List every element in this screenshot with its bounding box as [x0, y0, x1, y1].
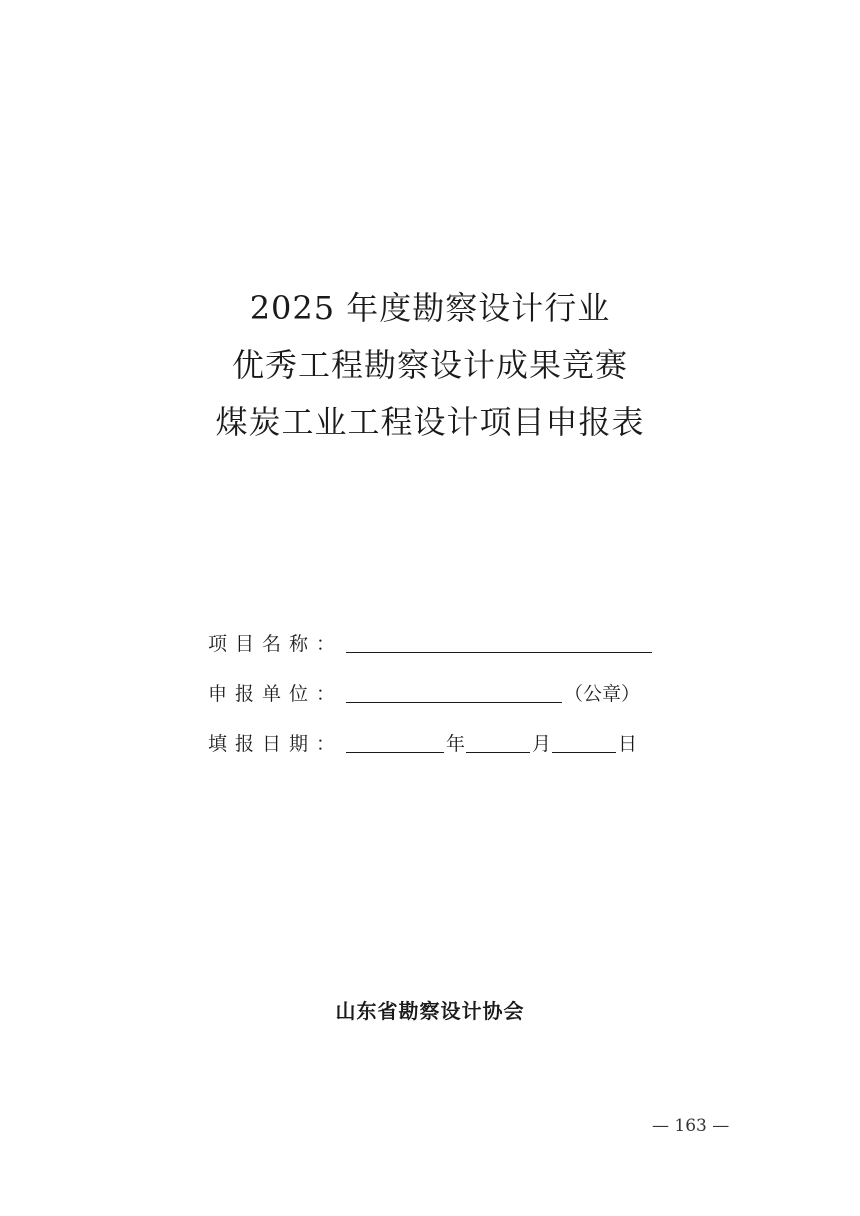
date-label: 填报日期： — [208, 733, 344, 755]
date-row — [208, 722, 668, 772]
year-label: 年 — [446, 733, 466, 755]
project-name-label: 项目名称： — [208, 633, 344, 655]
title-line-3: 煤炭工业工程设计项目申报表 — [215, 403, 645, 441]
day-label: 日 — [618, 733, 638, 755]
applicant-label: 申报单位： — [208, 683, 344, 705]
document-title — [0, 280, 860, 451]
page-number: — 163 — — [652, 1116, 730, 1136]
project-name-row — [208, 622, 668, 672]
month-field[interactable] — [466, 752, 530, 753]
title-line-2: 优秀工程勘察设计成果竞赛 — [231, 346, 628, 384]
project-name-field[interactable] — [346, 652, 652, 653]
day-field[interactable] — [552, 752, 616, 753]
applicant-row — [208, 672, 668, 722]
organization-name: 山东省勘察设计协会 — [335, 999, 525, 1023]
applicant-field[interactable] — [346, 702, 562, 703]
month-label: 月 — [532, 733, 552, 755]
official-seal-note: （公章） — [564, 683, 641, 705]
title-line-1: 2025 年度勘察设计行业 — [249, 289, 611, 327]
application-form — [208, 622, 668, 772]
year-field[interactable] — [346, 752, 444, 753]
